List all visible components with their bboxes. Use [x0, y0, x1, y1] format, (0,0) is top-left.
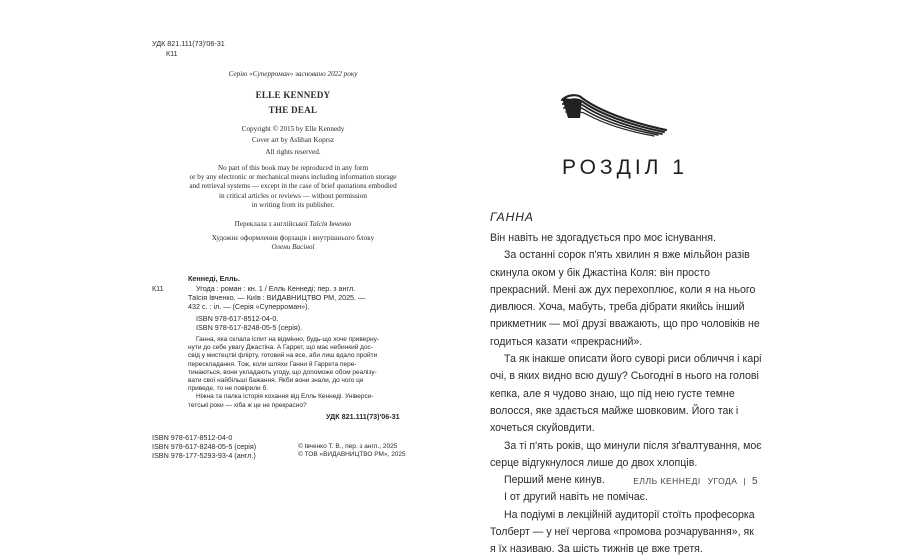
cover-art-line: Cover art by Aslihan Koprsz [251, 136, 335, 144]
catalog-entry: Угода : роман : кн. 1 / Елль Кеннеді; пер. з англ. Таїсія Івченко. — Київ : ВИДАВНИЦТВО РМ, 2025. — 432 с. : іл. — (Серія «Суперроман»). ISBN 978-617-8512-04-0. ISBN 978-617-8248-05-5 (серія). [188, 284, 366, 332]
translator-credit: Переклала з англійської Таїсія Івченко [234, 220, 352, 228]
footer-author: ЕЛЛЬ КЕННЕДІ [633, 476, 701, 486]
paragraph: Та як інакше описати його суворі риси обличчя і карі очі, в яких видно всю душу? Сьогодні в нього на голові кепка, але я чудово знаю, що під нею густе темне волосся, яке здається майже шовковим. Його так і хочеться скуйовдити. [490, 353, 762, 435]
k11-top: К11 [166, 49, 178, 58]
catalog-k11: К11 [152, 284, 164, 293]
chapter-body [490, 230, 762, 559]
design-credit: Художнє оформлення форзаців і внутрішнього блоку [211, 234, 375, 242]
copyright-line: Copyright © 2015 by Elle Kennedy [241, 125, 345, 133]
narrator-heading: ГАННА [490, 210, 534, 224]
original-author: ELLE KENNEDY [255, 90, 331, 100]
legal-notice: No part of this book may be reproduced in any form or by any electronic or mechanical means including information storage and retrieval systems — except in the case of brief quotations embodied in critical articles or reviews — without permission in writing from its publisher. [189, 164, 397, 209]
paragraph: За ті п'ять років, що минули після зґвалтування, моє серце відгукнулося лише до двох хлопців. [490, 439, 762, 469]
footer-book: УГОДА [707, 476, 738, 486]
brush-stroke-icon [558, 92, 670, 138]
catalog-author: Кеннеді, Елль. [188, 274, 240, 283]
isbn-block: ISBN 978-617-8512-04-0 ISBN 978-617-8248-05-5 (серія) ISBN 978-177-5293-93-4 (англ.) [152, 433, 257, 461]
chapter-title: РОЗДІЛ 1 [562, 156, 688, 179]
original-title: THE DEAL [268, 105, 318, 115]
udk-bottom: УДК 821.111(73)'06-31 [326, 412, 400, 421]
running-footer [633, 476, 758, 487]
footer-separator: | [743, 476, 747, 486]
series-note: Серію «Суперроман» засновано 2022 року [228, 70, 358, 78]
rights-line: All rights reserved. [265, 148, 321, 156]
annotation: Ганна, яка склала іспит на відмінно, будь-що хоче приверну- нути до себе увагу Джастіна. А Гаррет, що має небинкий дос- свід у мистецтві фліpту, готовий на все, аби лиш вдало пройти перескладання. Тож, коли шляхи Ганни й Гаррета пере- тинаються, вони укладають угоду, що допоможе обом реалізу- вати свої найбільші бажання. Якби вони знали, до чого це приведе, то не повірили б. Ніжна та палка історія кохання від Елль Кеннеді. Універси- тетські роки — хіба ж це не прекрасно? [188, 336, 380, 409]
page-number: 5 [751, 476, 758, 487]
udk-top: УДК 821.111(73)'06-31 [152, 39, 225, 48]
copyright-block: © Івченко Т. В., пер. з англ., 2025 © ТОВ «ВИДАВНИЦТВО РМ», 2025 [298, 443, 406, 459]
paragraph: І от другий навіть не помічає. [504, 491, 648, 504]
paragraph: Перший мене кинув. [504, 474, 605, 487]
paragraph: Він навіть не здогадується про моє існування. [490, 232, 716, 244]
paragraph: На подіумі в лекційній аудиторії стоїть професорка Толберт — у неї чергова «промова розчарування», як я їх називаю. За шість тижнів це вже третя. [490, 508, 755, 556]
design-credit-name: Олени Васіної [271, 243, 315, 251]
paragraph: За останні сорок п'ять хвилин я вже мільйон разів скинула оком у бік Джастіна Коля: він просто прекрасний. Мені аж дух перехоплює, коли я на нього дивлюся. Хоча, мабуть, треба дібрати якийсь інший прикметник — мої друзі вважають, що про чоловіків не годиться казати «прекрасний». [490, 249, 760, 348]
